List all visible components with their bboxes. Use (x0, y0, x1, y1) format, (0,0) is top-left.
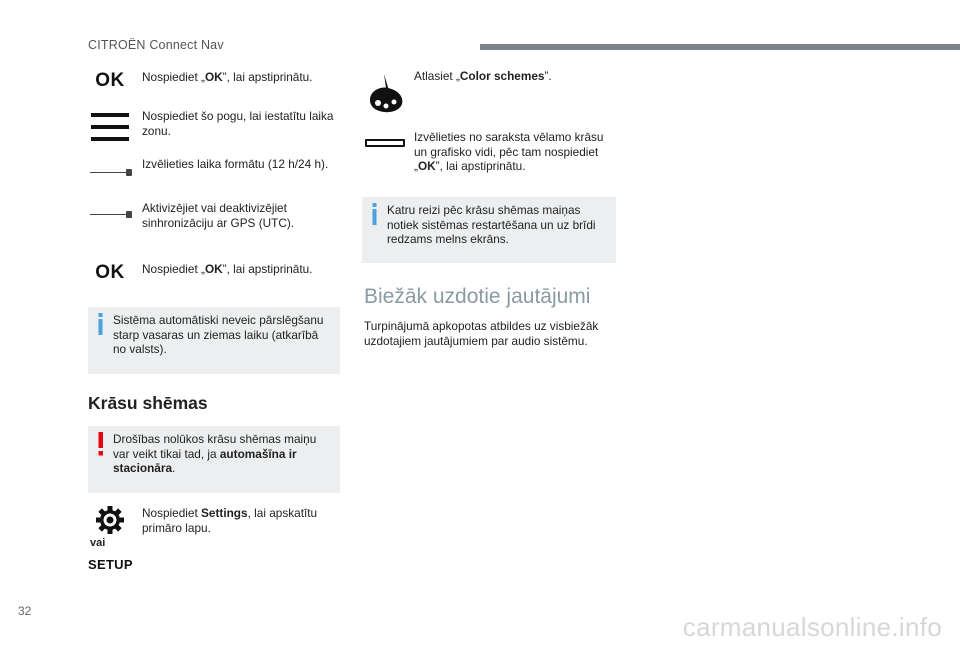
info-text: Sistēma automātiski neveic pārslēgšanu starp vasaras un ziemas laiku (atkarībā no valsts). (113, 313, 324, 356)
warning-box (88, 426, 340, 493)
watermark: carmanualsonline.info (682, 612, 942, 642)
faq-title: Biežāk uzdotie jautājumi (364, 285, 591, 308)
step-text: Nospiediet „OK”, lai apstiprinātu. (142, 70, 313, 84)
info-box (362, 197, 616, 263)
slider-icon (86, 168, 136, 178)
info-text: Katru reizi pēc krāsu shēmas maiņas notiek sistēmas restartēšana un uz brīdi redzams melns ekrāns. (387, 203, 596, 246)
info-icon (370, 203, 380, 225)
warning-icon (96, 432, 106, 456)
warning-text: Drošības nolūkos krāsu shēmas maiņu var veikt tikai tad, ja automašīna ir stacionāra. (113, 432, 317, 475)
info-box (88, 307, 340, 374)
header-divider-bar (480, 44, 960, 50)
setup-label: SETUP (88, 557, 133, 572)
step-text: Atlasiet „Color schemes”. (414, 69, 552, 83)
faq-text: Turpinājumā apkopotas atbildes uz visbiežāk uzdotajiem jautājumiem par audio sistēmu. (364, 319, 599, 348)
step-text: Izvēlieties laika formātu (12 h/24 h). (142, 157, 329, 171)
palette-icon (361, 72, 411, 114)
info-icon (96, 313, 106, 335)
slider-icon (86, 210, 136, 220)
step-text: Izvēlieties no saraksta vēlamo krāsu un grafisko vidi, pēc tam nospiediet „OK”, lai apstiprinātu. (414, 130, 604, 173)
ok-icon: OK (95, 70, 125, 91)
ok-icon: OK (95, 262, 125, 283)
step-text: Nospiediet Settings, lai apskatītu primāro lapu. (142, 506, 318, 535)
step-text: Nospiediet „OK”, lai apstiprinātu. (142, 262, 313, 276)
or-label: vai (90, 537, 106, 549)
settings-gear-icon (85, 503, 135, 537)
rectangle-icon (360, 138, 410, 148)
step-text: Nospiediet šo pogu, lai iestatītu laika zonu. (142, 109, 334, 138)
page-number: 32 (18, 604, 32, 618)
menu-lines-icon (85, 112, 135, 142)
section-title: Krāsu shēmas (88, 393, 208, 413)
manual-header-title: CITROËN Connect Nav (88, 38, 224, 52)
step-text: Aktivizējiet vai deaktivizējiet sinhronizāciju ar GPS (UTC). (142, 201, 295, 230)
